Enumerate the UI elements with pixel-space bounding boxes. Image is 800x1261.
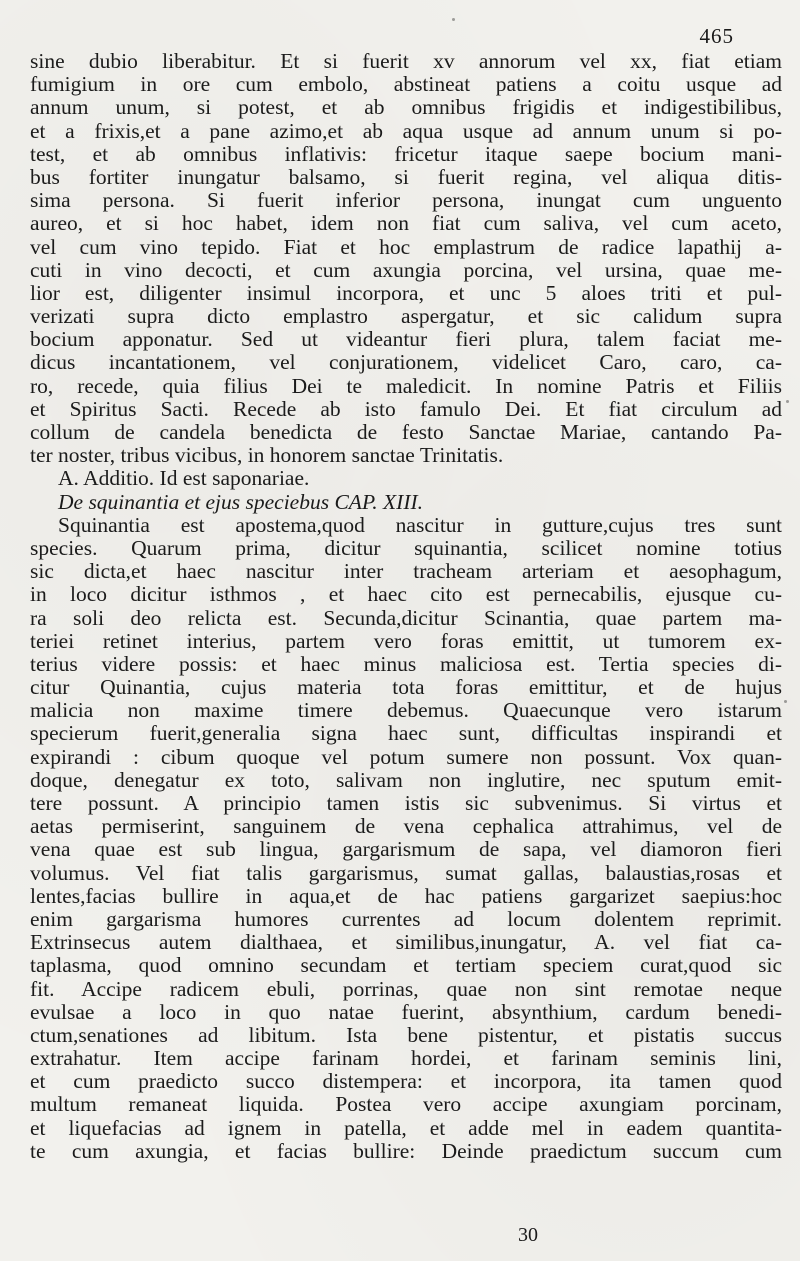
text-line: citur Quinantia, cujus materia tota foras emittitur, et de hujus: [30, 676, 782, 700]
text-line: vena quae est sub lingua, gargarismum de sapa, vel diamoron fieri: [30, 838, 782, 862]
text-line: Squinantia est apostema,quod nascitur in gutture,cujus tres sunt: [58, 513, 782, 537]
text-line: sine dubio liberabitur. Et si fuerit xv annorum vel xx, fiat etiam: [30, 50, 782, 73]
text-line: extrahatur. Item accipe farinam hordei, et farinam seminis lini,: [30, 1047, 782, 1071]
additio-line: A. Additio. Id est saponariae.: [58, 467, 310, 491]
text-line: ra soli deo relicta est. Secunda,dicitur Scinantia, quae partem ma-: [30, 606, 782, 630]
text-line: sic dicta,et haec nascitur inter tracheam arteriam et aesophagum,: [30, 560, 782, 584]
text-line: vel cum vino tepido. Fiat et hoc emplastrum de radice lapathij a-: [30, 235, 782, 259]
text-line: expirandi : cibum quoque vel potum sumere non possunt. Vox quan-: [30, 745, 782, 769]
text-line: ter noster, tribus vicibus, in honorem sanctae Trinitatis.: [30, 444, 504, 468]
text-line: verizati supra dicto emplastro aspergatur, et sic calidum supra: [30, 305, 782, 329]
text-line: taplasma, quod omnino secundam et tertiam speciem curat,quod sic: [30, 954, 782, 978]
text-line: Extrinsecus autem dialthaea, et similibus,inungatur, A. vel fiat ca-: [30, 931, 782, 955]
text-line: volumus. Vel fiat talis gargarismus, sumat gallas, balaustias,rosas et: [30, 861, 782, 885]
text-line: specierum fuerit,generalia signa haec sunt, difficultas inspirandi et: [30, 722, 782, 746]
text-line: in loco dicitur isthmos , et haec cito est pernecabilis, ejusque cu-: [30, 583, 782, 607]
text-line: species. Quarum prima, dicitur squinantia, scilicet nomine totius: [30, 536, 782, 560]
body-text: [30, 50, 782, 1163]
paper-speck: [784, 700, 787, 703]
text-line: et Spiritus Sacti. Recede ab isto famulo Dei. Et fiat circulum ad: [30, 397, 782, 421]
signature-mark: 30: [518, 1224, 538, 1246]
text-line: lentes,facias bullire in aqua,et de hac patiens gargarizet saepius:hoc: [30, 884, 782, 908]
text-line: annum unum, si potest, et ab omnibus frigidis et indigestibilibus,: [30, 96, 782, 120]
text-line: enim gargarisma humores currentes ad locum dolentem reprimit.: [30, 907, 782, 931]
text-line: cuti in vino decocti, et cum axungia porcina, vel ursina, quae me-: [30, 258, 782, 282]
text-line: aureo, et si hoc habet, idem non fiat cum saliva, vel cum aceto,: [30, 212, 782, 236]
text-line: lior est, diligenter insimul incorpora, et unc 5 aloes triti et pul-: [30, 281, 782, 305]
text-line: aetas permiserint, sanguinem de vena cephalica attrahimus, vel de: [30, 815, 782, 839]
text-line: collum de candela benedicta de festo Sanctae Mariae, cantando Pa-: [30, 421, 782, 444]
text-line: tere possunt. A principio tamen istis sic subvenimus. Si virtus et: [30, 792, 782, 815]
text-line: sima persona. Si fuerit inferior persona, inungat cum unguento: [30, 189, 782, 213]
text-line: doque, denegatur ex toto, salivam non inglutire, nec sputum emit-: [30, 768, 782, 792]
text-line: fit. Accipe radicem ebuli, porrinas, quae non sint remotae neque: [30, 977, 782, 1001]
text-line: multum remaneat liquida. Postea vero accipe axungiam porcinam,: [30, 1093, 782, 1117]
text-line: teriei retinet interius, partem vero foras emittit, ut tumorem ex-: [30, 629, 782, 653]
text-line: te cum axungia, et facias bullire: Deinde praedictum succum cum: [30, 1139, 782, 1163]
text-line: malicia non maxime timere debemus. Quaecunque vero istarum: [30, 699, 782, 723]
text-line: ro, recede, quia filius Dei te maledicit. In nomine Patris et Filiis: [30, 374, 782, 398]
text-line: et cum praedicto succo distempera: et incorpora, ita tamen quod: [30, 1070, 782, 1094]
text-line: bocium apponatur. Sed ut videantur fieri plura, talem faciat me-: [30, 328, 782, 352]
text-line: test, et ab omnibus inflativis: fricetur itaque saepe bocium mani-: [30, 142, 782, 166]
text-line: terius videre possis: et haec minus maliciosa est. Tertia species di-: [30, 652, 782, 676]
text-line: fumigium in ore cum embolo, abstineat patiens a coitu usque ad: [30, 73, 782, 97]
paper-speck: [786, 400, 789, 403]
text-line: evulsae a loco in quo natae fuerint, absynthium, cardum benedi-: [30, 1000, 782, 1024]
chapter-heading: De squinantia et ejus speciebus CAP. XIII.: [58, 490, 424, 514]
text-line: bus fortiter inungatur balsamo, si fuerit regina, vel aliqua ditis-: [30, 165, 782, 189]
text-line: ctum,senationes ad libitum. Ista bene pistentur, et pistatis succus: [30, 1023, 782, 1047]
text-line: et a frixis,et a pane azimo,et ab aqua usque ad annum unum si po-: [30, 119, 782, 143]
paper-speck: [452, 18, 455, 21]
text-line: dicus incantationem, vel conjurationem, videlicet Caro, caro, ca-: [30, 351, 782, 375]
page-number-top: 465: [699, 24, 734, 48]
text-line: et liquefacias ad ignem in patella, et adde mel in eadem quantita-: [30, 1116, 782, 1140]
